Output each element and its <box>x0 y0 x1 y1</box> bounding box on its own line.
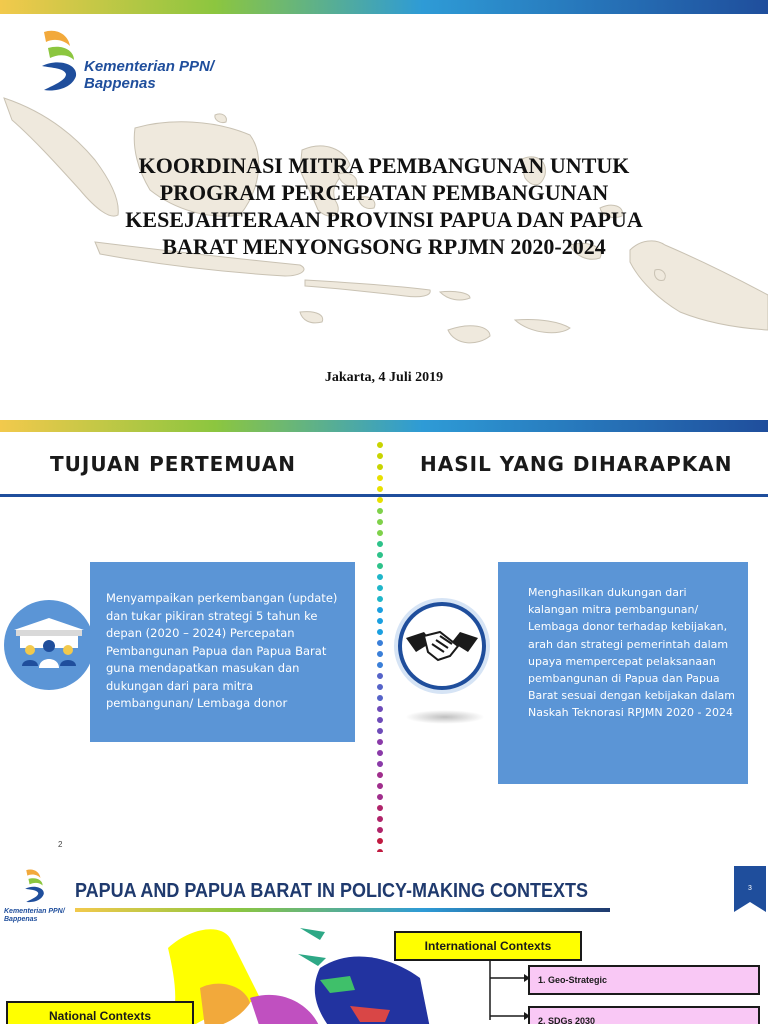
divider-dot <box>377 475 383 481</box>
logo-text <box>84 58 214 92</box>
divider-dot <box>377 640 383 646</box>
divider-dot <box>377 805 383 811</box>
divider-dot <box>377 739 383 745</box>
government-meeting-icon <box>4 600 94 690</box>
divider-dot <box>377 673 383 679</box>
connector-lines-icon <box>480 960 532 1020</box>
divider-dot <box>377 827 383 833</box>
handshake-icon <box>394 598 490 694</box>
divider-dot <box>377 783 383 789</box>
divider-dot <box>377 519 383 525</box>
logo-text-line1: Kementerian PPN/ <box>84 58 215 75</box>
divider-dot <box>377 563 383 569</box>
logo-text-line2: Bappenas <box>4 916 38 923</box>
national-contexts-label: National Contexts <box>6 1001 194 1024</box>
divider-dot <box>377 772 383 778</box>
divider-dot <box>377 728 383 734</box>
divider-dot <box>377 838 383 844</box>
icon-shadow <box>405 710 485 724</box>
divider-dot <box>377 585 383 591</box>
title-slide <box>0 0 768 412</box>
divider-dot <box>377 486 383 492</box>
divider-dot <box>377 695 383 701</box>
expected-result-text-box: Menghasilkan dukungan dari kalangan mitra pembangunan/ Lembaga donor terhadap kebijakan, arah dan strategi pemerintah dalam upaya mempercepat pelaksanaan pembangunan di Papua dan Papua Barat sesuai dengan kebijakan dalam Naskah Teknorasi RPJMN 2020 - 2024 <box>498 562 748 784</box>
divider-dot <box>377 508 383 514</box>
divider-dot <box>377 574 383 580</box>
page-number: 2 <box>58 840 63 849</box>
divider-dot <box>377 464 383 470</box>
divider-dot <box>377 607 383 613</box>
slide-top-gradient-bar <box>0 0 768 14</box>
objective-text-box: Menyampaikan perkembangan (update) dan tukar pikiran strategi 5 tahun ke depan (2020 – 2024) Percepatan Pembangunan Papua dan Papua Barat guna mendapatkan masukan dan dukungan dari para mitra pembangunan/ Lembaga donor <box>90 562 355 742</box>
divider-dot <box>377 629 383 635</box>
page-number-badge <box>734 866 766 912</box>
slide-gap <box>0 412 768 420</box>
bappenas-logo <box>38 28 238 94</box>
divider-dot <box>377 497 383 503</box>
left-heading: TUJUAN PERTEMUAN <box>50 452 296 476</box>
slide-title: KOORDINASI MITRA PEMBANGUNAN UNTUK PROGRAM PERCEPATAN PEMBANGUNAN KESEJAHTERAAN PROVINSI PAPUA DAN PAPUA BARAT MENYONGSONG RPJMN 2020-2024 <box>125 153 643 259</box>
context-item: 1. Geo-Strategic <box>528 965 760 995</box>
divider-dot <box>377 816 383 822</box>
divider-dot <box>377 442 383 448</box>
divider-dot <box>377 684 383 690</box>
divider-dot <box>377 530 383 536</box>
divider-dot <box>377 750 383 756</box>
title-underline <box>75 908 610 912</box>
logo-text-line1: Kementerian PPN/ <box>4 908 65 915</box>
policy-contexts-slide <box>0 858 768 1024</box>
bappenas-logo-icon <box>20 868 50 904</box>
divider-dot <box>377 706 383 712</box>
divider-dot <box>377 618 383 624</box>
divider-dot <box>377 552 383 558</box>
divider-dot <box>377 717 383 723</box>
objectives-slide <box>0 420 768 852</box>
logo-text <box>4 908 65 924</box>
context-item: 2. SDGs 2030 <box>528 1006 760 1024</box>
right-heading: HASIL YANG DIHARAPKAN <box>420 452 733 476</box>
divider-dot <box>377 761 383 767</box>
divider-dot <box>377 651 383 657</box>
divider-dot <box>377 794 383 800</box>
international-contexts-label: International Contexts <box>394 931 582 961</box>
page-number: 3 <box>748 885 752 892</box>
slide-date: Jakarta, 4 Juli 2019 <box>324 370 444 385</box>
vertical-dotted-divider <box>374 442 386 852</box>
logo-text-line2: Bappenas <box>84 75 156 92</box>
divider-dot <box>377 662 383 668</box>
divider-dot <box>377 453 383 459</box>
bappenas-logo <box>4 868 74 923</box>
slide-title: PAPUA AND PAPUA BARAT IN POLICY-MAKING CONTEXTS <box>75 880 589 902</box>
divider-dot <box>377 596 383 602</box>
slide-top-gradient-bar <box>0 420 768 432</box>
divider-dot <box>377 541 383 547</box>
bappenas-logo-icon <box>38 28 82 94</box>
